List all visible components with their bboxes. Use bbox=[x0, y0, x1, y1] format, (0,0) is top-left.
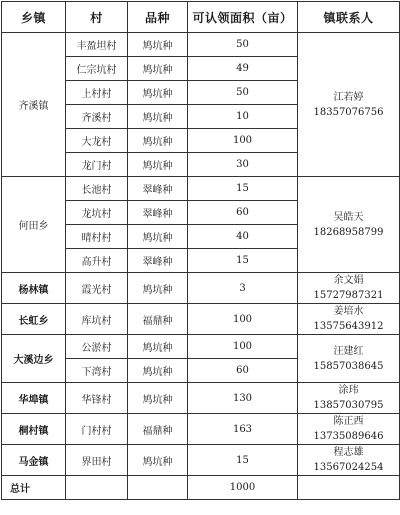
area-cell: 100 bbox=[188, 335, 298, 359]
town-cell: 齐溪镇 bbox=[2, 33, 66, 177]
variety-cell: 鸠坑种 bbox=[128, 153, 188, 177]
contact-phone: 18268958799 bbox=[313, 226, 384, 238]
contact-name: 江若婷 bbox=[333, 91, 364, 103]
contact-cell bbox=[298, 273, 400, 304]
table-row bbox=[2, 304, 400, 335]
table-row bbox=[2, 383, 400, 414]
village-cell: 界田村 bbox=[66, 445, 128, 476]
table-row bbox=[2, 273, 400, 304]
total-contact-cell bbox=[298, 476, 400, 500]
variety-cell: 鸠坑种 bbox=[128, 335, 188, 359]
contact-name: 余文娟 bbox=[333, 275, 364, 286]
variety-cell: 鸠坑种 bbox=[128, 225, 188, 249]
total-row bbox=[2, 476, 400, 500]
tea-allocation-table bbox=[1, 1, 400, 500]
village-cell: 大龙村 bbox=[66, 129, 128, 153]
village-cell: 齐溪村 bbox=[66, 105, 128, 129]
village-cell: 高升村 bbox=[66, 249, 128, 273]
contact-cell bbox=[298, 304, 400, 335]
village-cell: 上村村 bbox=[66, 81, 128, 105]
contact-phone: 13735089646 bbox=[313, 431, 384, 442]
variety-cell: 鸠坑种 bbox=[128, 81, 188, 105]
town-cell: 桐村镇 bbox=[2, 414, 66, 445]
variety-cell: 翠峰种 bbox=[128, 177, 188, 201]
variety-cell: 鸠坑种 bbox=[128, 273, 188, 304]
contact-name: 姜培水 bbox=[333, 306, 364, 317]
town-cell: 长虹乡 bbox=[2, 304, 66, 335]
area-cell: 10 bbox=[188, 105, 298, 129]
village-cell: 库坑村 bbox=[66, 304, 128, 335]
contact-cell bbox=[298, 335, 400, 383]
town-cell: 杨林镇 bbox=[2, 273, 66, 304]
village-cell: 下湾村 bbox=[66, 359, 128, 383]
contact-phone: 18357076756 bbox=[313, 106, 384, 118]
village-cell: 长池村 bbox=[66, 177, 128, 201]
variety-cell: 鸠坑种 bbox=[128, 57, 188, 81]
town-cell: 何田乡 bbox=[2, 177, 66, 273]
area-cell: 49 bbox=[188, 57, 298, 81]
header-contact: 镇联系人 bbox=[298, 2, 400, 33]
table-row bbox=[2, 335, 400, 359]
area-cell: 30 bbox=[188, 153, 298, 177]
contact-cell bbox=[298, 33, 400, 177]
contact-phone: 13575643912 bbox=[313, 321, 384, 332]
area-cell: 60 bbox=[188, 201, 298, 225]
total-label: 总计 bbox=[2, 476, 66, 500]
village-cell: 晴村村 bbox=[66, 225, 128, 249]
area-cell: 3 bbox=[188, 273, 298, 304]
area-cell: 60 bbox=[188, 359, 298, 383]
variety-cell: 鸠坑种 bbox=[128, 359, 188, 383]
area-cell: 40 bbox=[188, 225, 298, 249]
total-variety-cell bbox=[128, 476, 188, 500]
contact-phone: 13857030795 bbox=[313, 400, 384, 411]
header-town: 乡镇 bbox=[2, 2, 66, 33]
contact-phone: 15727987321 bbox=[313, 290, 384, 301]
contact-phone: 15857038645 bbox=[313, 360, 384, 372]
area-cell: 100 bbox=[188, 304, 298, 335]
table-header-row bbox=[2, 2, 400, 33]
village-cell: 霞光村 bbox=[66, 273, 128, 304]
contact-name: 程志雄 bbox=[333, 447, 364, 458]
town-cell: 华埠镇 bbox=[2, 383, 66, 414]
village-cell: 公淤村 bbox=[66, 335, 128, 359]
contact-cell bbox=[298, 177, 400, 273]
village-cell: 仁宗坑村 bbox=[66, 57, 128, 81]
town-cell: 马金镇 bbox=[2, 445, 66, 476]
area-cell: 100 bbox=[188, 129, 298, 153]
table-row bbox=[2, 33, 400, 57]
contact-name: 涂玮 bbox=[338, 385, 359, 396]
variety-cell: 鸠坑种 bbox=[128, 445, 188, 476]
area-cell: 50 bbox=[188, 33, 298, 57]
contact-name: 吴皓天 bbox=[333, 211, 364, 223]
table-row bbox=[2, 445, 400, 476]
area-cell: 15 bbox=[188, 177, 298, 201]
contact-cell bbox=[298, 445, 400, 476]
area-cell: 130 bbox=[188, 383, 298, 414]
village-cell: 华锋村 bbox=[66, 383, 128, 414]
variety-cell: 福鼎种 bbox=[128, 304, 188, 335]
area-cell: 163 bbox=[188, 414, 298, 445]
village-cell: 龙门村 bbox=[66, 153, 128, 177]
header-area: 可认领面积（亩） bbox=[188, 2, 298, 33]
table-body bbox=[2, 33, 400, 476]
total-area: 1000 bbox=[188, 476, 298, 500]
town-cell: 大溪边乡 bbox=[2, 335, 66, 383]
village-cell: 龙坑村 bbox=[66, 201, 128, 225]
variety-cell: 鸠坑种 bbox=[128, 33, 188, 57]
area-cell: 15 bbox=[188, 445, 298, 476]
header-variety: 品种 bbox=[128, 2, 188, 33]
area-cell: 50 bbox=[188, 81, 298, 105]
total-village-cell bbox=[66, 476, 128, 500]
variety-cell: 鸠坑种 bbox=[128, 105, 188, 129]
village-cell: 丰盈坦村 bbox=[66, 33, 128, 57]
header-village: 村 bbox=[66, 2, 128, 33]
variety-cell: 鸠坑种 bbox=[128, 129, 188, 153]
village-cell: 门村村 bbox=[66, 414, 128, 445]
contact-phone: 13567024254 bbox=[313, 462, 384, 473]
variety-cell: 翠峰种 bbox=[128, 249, 188, 273]
table-row bbox=[2, 177, 400, 201]
contact-cell bbox=[298, 414, 400, 445]
variety-cell: 鸠坑种 bbox=[128, 383, 188, 414]
table-row bbox=[2, 414, 400, 445]
contact-name: 陈正西 bbox=[333, 416, 364, 427]
variety-cell: 福鼎种 bbox=[128, 414, 188, 445]
contact-cell bbox=[298, 383, 400, 414]
variety-cell: 翠峰种 bbox=[128, 201, 188, 225]
area-cell: 15 bbox=[188, 249, 298, 273]
contact-name: 汪建红 bbox=[333, 345, 364, 357]
